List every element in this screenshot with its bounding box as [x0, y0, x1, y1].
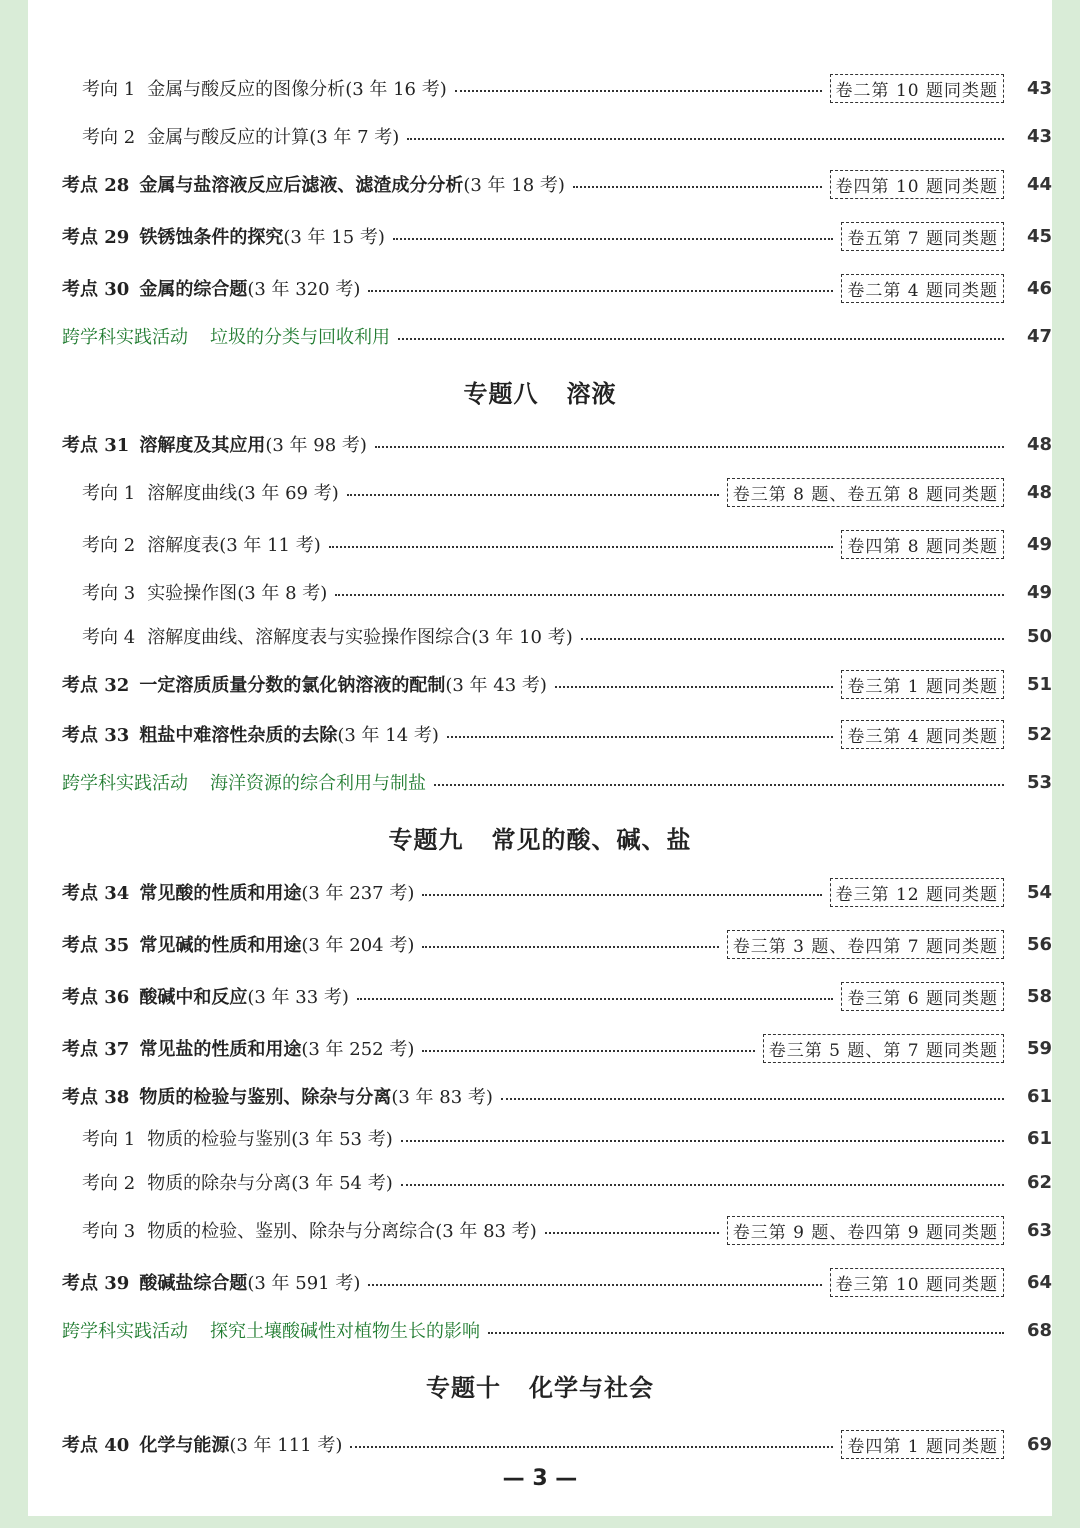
toc-practice-entry[interactable] — [28, 321, 1052, 351]
toc-subentry[interactable] — [28, 621, 1052, 651]
exam-count: (3 年 111 考) — [229, 1435, 343, 1456]
toc-entry[interactable] — [28, 929, 1052, 959]
exam-count: (3 年 11 考) — [219, 535, 321, 556]
entry-label — [62, 1035, 414, 1061]
entry-label — [82, 75, 447, 101]
dot-leader — [393, 238, 833, 240]
entry-label — [62, 671, 547, 697]
similar-question-badge: 卷五第 7 题同类题 — [841, 222, 1004, 251]
entry-label — [62, 931, 414, 957]
entry-label — [82, 1125, 393, 1151]
entry-label — [62, 275, 360, 301]
entry-title: 一定溶质质量分数的氯化钠溶液的配制 — [139, 675, 446, 696]
topic-number: 专题九 — [388, 825, 464, 854]
entry-tag: 考向 1 — [82, 79, 136, 100]
dot-leader — [545, 1232, 719, 1234]
entry-tag: 考向 3 — [82, 1221, 136, 1242]
similar-question-badge: 卷四第 8 题同类题 — [841, 530, 1004, 559]
entry-label — [62, 1317, 480, 1343]
dot-leader — [555, 686, 833, 688]
page-number: 49 — [1026, 533, 1052, 555]
entry-title: 垃圾的分类与回收利用 — [210, 327, 390, 348]
entry-tag: 考点 34 — [62, 883, 130, 904]
dot-leader — [401, 1140, 1004, 1142]
toc-entry[interactable] — [28, 1267, 1052, 1297]
page-number: 51 — [1026, 673, 1052, 695]
toc-entry[interactable] — [28, 1429, 1052, 1459]
similar-question-badge: 卷三第 8 题、卷五第 8 题同类题 — [727, 478, 1004, 507]
topic-heading — [28, 374, 1052, 409]
entry-label — [82, 623, 573, 649]
toc-practice-entry[interactable] — [28, 1315, 1052, 1345]
entry-title: 金属的综合题 — [139, 279, 248, 300]
topic-title: 溶液 — [566, 379, 617, 408]
entry-title: 溶解度表 — [147, 535, 220, 556]
entry-title: 常见碱的性质和用途 — [139, 935, 302, 956]
toc-entry[interactable] — [28, 1081, 1052, 1111]
dot-leader — [335, 594, 1004, 596]
entry-title: 实验操作图 — [147, 583, 238, 604]
similar-question-badge: 卷三第 9 题、卷四第 9 题同类题 — [727, 1216, 1004, 1245]
page-number: 69 — [1026, 1433, 1052, 1455]
entry-label — [82, 479, 339, 505]
toc-entry[interactable] — [28, 169, 1052, 199]
exam-count: (3 年 591 考) — [247, 1273, 361, 1294]
entry-label — [62, 879, 414, 905]
dot-leader — [347, 494, 719, 496]
page-number: 56 — [1026, 933, 1052, 955]
entry-label — [62, 1269, 360, 1295]
page-number: 48 — [1026, 481, 1052, 503]
entry-title: 溶解度曲线、溶解度表与实验操作图综合 — [147, 627, 472, 648]
entry-tag: 考点 35 — [62, 935, 130, 956]
exam-count: (3 年 53 考) — [291, 1129, 393, 1150]
similar-question-badge: 卷三第 4 题同类题 — [841, 720, 1004, 749]
entry-tag: 考点 31 — [62, 435, 130, 456]
dot-leader — [455, 90, 822, 92]
exam-count: (3 年 7 考) — [309, 127, 400, 148]
dot-leader — [407, 138, 1004, 140]
dot-leader — [422, 946, 718, 948]
entry-title: 物质的检验与鉴别、除杂与分离 — [139, 1087, 392, 1108]
page-number: 61 — [1026, 1127, 1052, 1149]
entry-title: 金属与盐溶液反应后滤液、滤渣成分分析 — [139, 175, 464, 196]
entry-title: 酸碱中和反应 — [139, 987, 248, 1008]
page-number: 54 — [1026, 881, 1052, 903]
page-number: 45 — [1026, 225, 1052, 247]
toc-subentry[interactable] — [28, 1123, 1052, 1153]
exam-count: (3 年 204 考) — [301, 935, 415, 956]
exam-count: (3 年 15 考) — [283, 227, 385, 248]
toc-subentry[interactable] — [28, 477, 1052, 507]
similar-question-badge: 卷三第 1 题同类题 — [841, 670, 1004, 699]
entry-label — [62, 223, 385, 249]
toc-subentry[interactable] — [28, 529, 1052, 559]
entry-tag: 考向 2 — [82, 1173, 136, 1194]
exam-count: (3 年 16 考) — [345, 79, 447, 100]
similar-question-badge: 卷三第 3 题、卷四第 7 题同类题 — [727, 930, 1004, 959]
page-number: 44 — [1026, 173, 1052, 195]
entry-tag: 跨学科实践活动 — [62, 1321, 188, 1342]
entry-title: 溶解度曲线 — [147, 483, 238, 504]
entry-label — [82, 123, 399, 149]
entry-tag: 考点 28 — [62, 175, 130, 196]
entry-tag: 考点 33 — [62, 725, 130, 746]
toc-entry[interactable] — [28, 669, 1052, 699]
entry-tag: 考点 37 — [62, 1039, 130, 1060]
dot-leader — [350, 1446, 833, 1448]
exam-count: (3 年 14 考) — [337, 725, 439, 746]
page-number: 50 — [1026, 625, 1052, 647]
toc-subentry[interactable] — [28, 1215, 1052, 1245]
entry-label — [62, 1431, 342, 1457]
entry-tag: 考点 38 — [62, 1087, 130, 1108]
page-footer-number: — 3 — — [502, 1466, 578, 1491]
entry-label — [62, 1083, 493, 1109]
exam-count: (3 年 237 考) — [301, 883, 415, 904]
page-number: 46 — [1026, 277, 1052, 299]
exam-count: (3 年 83 考) — [391, 1087, 493, 1108]
dot-leader — [422, 894, 821, 896]
entry-label — [62, 171, 565, 197]
entry-label — [82, 531, 321, 557]
toc-entry[interactable] — [28, 719, 1052, 749]
page-number: 68 — [1026, 1319, 1052, 1341]
entry-tag: 考向 2 — [82, 535, 136, 556]
topic-number: 专题八 — [463, 379, 539, 408]
similar-question-badge: 卷二第 4 题同类题 — [841, 274, 1004, 303]
entry-title: 物质的检验、鉴别、除杂与分离综合 — [147, 1221, 436, 1242]
toc-subentry[interactable] — [28, 73, 1052, 103]
page-number: 47 — [1026, 325, 1052, 347]
entry-tag: 考向 1 — [82, 483, 136, 504]
similar-question-badge: 卷三第 5 题、第 7 题同类题 — [763, 1034, 1004, 1063]
entry-tag: 考点 30 — [62, 279, 130, 300]
dot-leader — [434, 784, 1004, 786]
exam-count: (3 年 69 考) — [237, 483, 339, 504]
exam-count: (3 年 10 考) — [471, 627, 573, 648]
toc-entry[interactable] — [28, 877, 1052, 907]
entry-tag: 考点 36 — [62, 987, 130, 1008]
entry-title: 金属与酸反应的图像分析 — [147, 79, 346, 100]
entry-title: 物质的检验与鉴别 — [147, 1129, 292, 1150]
entry-label — [62, 721, 439, 747]
dot-leader — [368, 290, 833, 292]
exam-count: (3 年 54 考) — [291, 1173, 393, 1194]
entry-label — [82, 1169, 393, 1195]
entry-label — [62, 431, 367, 457]
entry-title: 酸碱盐综合题 — [139, 1273, 248, 1294]
entry-title: 溶解度及其应用 — [139, 435, 266, 456]
entry-tag: 考向 2 — [82, 127, 136, 148]
entry-label — [62, 769, 426, 795]
similar-question-badge: 卷四第 1 题同类题 — [841, 1430, 1004, 1459]
exam-count: (3 年 43 考) — [445, 675, 547, 696]
exam-count: (3 年 8 考) — [237, 583, 328, 604]
dot-leader — [501, 1098, 1004, 1100]
similar-question-badge: 卷三第 10 题同类题 — [830, 1268, 1004, 1297]
similar-question-badge: 卷四第 10 题同类题 — [830, 170, 1004, 199]
dot-leader — [488, 1332, 1004, 1334]
page-number: 58 — [1026, 985, 1052, 1007]
entry-tag: 考点 29 — [62, 227, 130, 248]
entry-title: 铁锈蚀条件的探究 — [139, 227, 284, 248]
exam-count: (3 年 33 考) — [247, 987, 349, 1008]
entry-tag: 考向 1 — [82, 1129, 136, 1150]
entry-tag: 考点 39 — [62, 1273, 130, 1294]
toc-entry[interactable] — [28, 1033, 1052, 1063]
entry-title: 粗盐中难溶性杂质的去除 — [139, 725, 338, 746]
exam-count: (3 年 320 考) — [247, 279, 361, 300]
page-number: 62 — [1026, 1171, 1052, 1193]
entry-tag: 考向 4 — [82, 627, 136, 648]
page-number: 64 — [1026, 1271, 1052, 1293]
entry-title: 金属与酸反应的计算 — [147, 127, 310, 148]
entry-tag: 考点 32 — [62, 675, 130, 696]
dot-leader — [401, 1184, 1004, 1186]
entry-title: 探究土壤酸碱性对植物生长的影响 — [210, 1321, 480, 1342]
entry-label — [62, 983, 349, 1009]
exam-count: (3 年 18 考) — [463, 175, 565, 196]
dot-leader — [357, 998, 833, 1000]
topic-heading — [28, 1368, 1052, 1403]
entry-tag: 考点 40 — [62, 1435, 130, 1456]
topic-number: 专题十 — [426, 1373, 501, 1402]
page-number: 53 — [1026, 771, 1052, 793]
page-number: 59 — [1026, 1037, 1052, 1059]
topic-title: 常见的酸、碱、盐 — [491, 825, 692, 854]
entry-title: 海洋资源的综合利用与制盐 — [210, 773, 426, 794]
page-number: 48 — [1026, 433, 1052, 455]
entry-title: 化学与能源 — [139, 1435, 230, 1456]
page-number: 52 — [1026, 723, 1052, 745]
entry-title: 常见酸的性质和用途 — [139, 883, 302, 904]
entry-title: 物质的除杂与分离 — [147, 1173, 292, 1194]
entry-tag: 跨学科实践活动 — [62, 773, 188, 794]
toc-entry[interactable] — [28, 273, 1052, 303]
exam-count: (3 年 252 考) — [301, 1039, 415, 1060]
toc-subentry[interactable] — [28, 577, 1052, 607]
page-number: 49 — [1026, 581, 1052, 603]
dot-leader — [368, 1284, 821, 1286]
dot-leader — [375, 446, 1004, 448]
entry-tag: 跨学科实践活动 — [62, 327, 188, 348]
exam-count: (3 年 98 考) — [265, 435, 367, 456]
topic-title: 化学与社会 — [529, 1373, 654, 1402]
dot-leader — [581, 638, 1004, 640]
toc-subentry[interactable] — [28, 121, 1052, 151]
page-number: 63 — [1026, 1219, 1052, 1241]
entry-tag: 考向 3 — [82, 583, 136, 604]
entry-label — [82, 579, 327, 605]
dot-leader — [447, 736, 833, 738]
entry-label — [82, 1217, 537, 1243]
similar-question-badge: 卷二第 10 题同类题 — [830, 74, 1004, 103]
similar-question-badge: 卷三第 6 题同类题 — [841, 982, 1004, 1011]
toc-subentry[interactable] — [28, 1167, 1052, 1197]
page-number: 61 — [1026, 1085, 1052, 1107]
toc-entry[interactable] — [28, 221, 1052, 251]
dot-leader — [422, 1050, 754, 1052]
page-number: 43 — [1026, 125, 1052, 147]
entry-title: 常见盐的性质和用途 — [139, 1039, 302, 1060]
dot-leader — [329, 546, 834, 548]
exam-count: (3 年 83 考) — [435, 1221, 537, 1242]
toc-practice-entry[interactable] — [28, 767, 1052, 797]
topic-heading — [28, 820, 1052, 855]
toc-entry[interactable] — [28, 981, 1052, 1011]
toc-page — [28, 0, 1052, 1516]
page-number: 43 — [1026, 77, 1052, 99]
dot-leader — [398, 338, 1004, 340]
toc-entry[interactable] — [28, 429, 1052, 459]
entry-label — [62, 323, 390, 349]
dot-leader — [573, 186, 822, 188]
similar-question-badge: 卷三第 12 题同类题 — [830, 878, 1004, 907]
